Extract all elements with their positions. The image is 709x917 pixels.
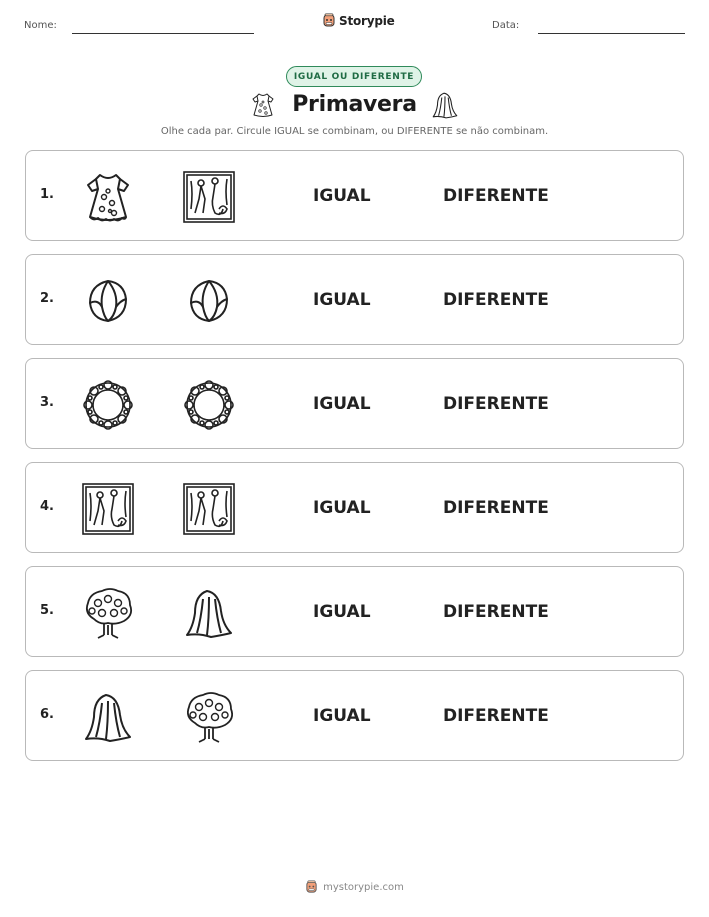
veil-icon [430,90,460,120]
different-option[interactable]: DIFERENTE [443,602,549,622]
veil-icon [80,689,136,745]
rose-icon [181,273,237,329]
brand-logo [322,13,395,28]
same-option[interactable]: IGUAL [313,186,371,206]
question-row-2 [25,254,684,345]
question-number: 2. [40,291,54,306]
same-option[interactable]: IGUAL [313,394,371,414]
tapestry-icon [181,481,237,537]
flower-wreath-icon [80,377,136,433]
question-row-3 [25,358,684,449]
fruit-tree-icon [80,585,136,641]
different-option[interactable]: DIFERENTE [443,186,549,206]
question-number: 1. [40,187,54,202]
worksheet-type-badge: IGUAL OU DIFERENTE [286,66,422,87]
question-number: 6. [40,707,54,722]
date-line[interactable] [538,33,685,34]
fruit-tree-icon [181,689,237,745]
different-option[interactable]: DIFERENTE [443,706,549,726]
same-option[interactable]: IGUAL [313,290,371,310]
date-label: Data: [492,20,520,31]
question-number: 5. [40,603,54,618]
question-row-4 [25,462,684,553]
different-option[interactable]: DIFERENTE [443,290,549,310]
name-line[interactable] [72,33,254,34]
instructions: Olhe cada par. Circule IGUAL se combinam, ou DIFERENTE se não combinam. [160,126,549,137]
veil-icon [181,585,237,641]
different-option[interactable]: DIFERENTE [443,394,549,414]
different-option[interactable]: DIFERENTE [443,498,549,518]
same-option[interactable]: IGUAL [313,602,371,622]
name-label: Nome: [24,20,57,31]
tapestry-icon [80,481,136,537]
footer [0,880,709,894]
storypie-mascot-icon [305,880,318,894]
flower-wreath-icon [181,377,237,433]
brand-name: Storypie [339,13,395,28]
rose-icon [80,273,136,329]
dress-icon [80,169,136,225]
question-row-1 [25,150,684,241]
same-option[interactable]: IGUAL [313,706,371,726]
question-number: 4. [40,499,54,514]
footer-url[interactable]: mystorypie.com [323,881,404,893]
same-option[interactable]: IGUAL [313,498,371,518]
tapestry-icon [181,169,237,225]
question-row-5 [25,566,684,657]
question-number: 3. [40,395,54,410]
question-row-6 [25,670,684,761]
worksheet-title: Primavera [292,92,417,117]
storypie-mascot-icon [322,13,336,28]
